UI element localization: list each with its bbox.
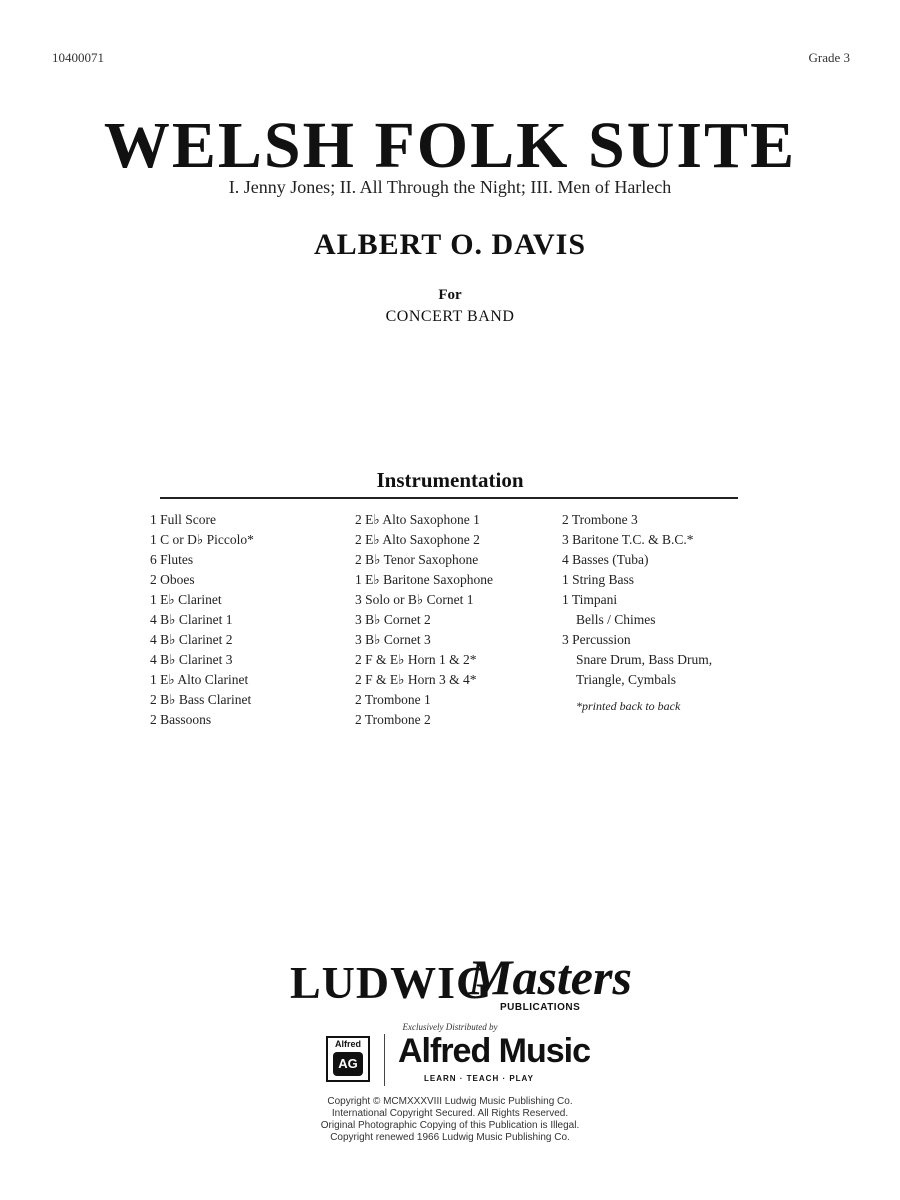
instrument-item: 1 Full Score [150,512,216,527]
logo-masters-word: Masters [468,949,632,1005]
instrument-subitem: Triangle, Cymbals [576,672,677,687]
instrument-subitem: Snare Drum, Bass Drum, [576,652,713,667]
instrument-item: 4 B♭ Clarinet 3 [150,652,233,667]
instrument-item: 1 E♭ Clarinet [150,592,222,607]
instrument-item: 4 B♭ Clarinet 2 [150,632,233,647]
instrument-item: 1 E♭ Alto Clarinet [150,672,249,687]
piece-title: WELSH FOLK SUITE [103,109,797,182]
copyright-line: Copyright renewed 1966 Ludwig Music Publishing Co. [330,1132,570,1143]
instrument-item: 2 F & E♭ Horn 1 & 2* [355,652,477,667]
instrument-item: 3 B♭ Cornet 3 [355,632,431,647]
instrument-subitem: Bells / Chimes [576,612,656,627]
instrumentation-column-2 [355,510,493,730]
instrument-item: 2 Bassoons [150,712,212,727]
instrument-item: 2 E♭ Alto Saxophone 1 [355,512,480,527]
instrumentation-divider [160,497,738,499]
instrument-item: 3 Solo or B♭ Cornet 1 [355,592,474,607]
logo-divider [384,1034,385,1086]
alfred-tagline: LEARN · TEACH · PLAY [424,1074,534,1083]
instrument-item: 2 F & E♭ Horn 3 & 4* [355,672,477,687]
instrument-item: 4 B♭ Clarinet 1 [150,612,233,627]
instrument-item: 2 Trombone 2 [355,712,431,727]
instrument-item: 2 B♭ Bass Clarinet [150,692,252,707]
movements-subtitle: I. Jenny Jones; II. All Through the Night; III. Men of Harlech [228,177,672,197]
grade-label: Grade 3 [808,50,850,65]
copyright-line: Copyright © MCMXXXVIII Ludwig Music Publishing Co. [327,1096,573,1107]
instrument-item: 2 Oboes [150,572,195,587]
distributed-by-label: Exclusively Distributed by [402,1022,498,1032]
composer-name: ALBERT O. DAVIS [313,228,587,261]
instrument-item: 2 Trombone 3 [562,512,638,527]
alfred-emblem-icon [326,1036,370,1082]
instrumentation-column-1 [150,510,254,730]
catalog-number: 10400071 [52,50,104,65]
instrument-item: 6 Flutes [150,552,194,567]
instrumentation-column-3 [562,510,712,716]
ludwig-masters-logo [290,948,632,1018]
alfred-music-logo: Alfred Music [398,1032,591,1070]
instrument-item: 1 Timpani [562,592,618,607]
instrument-item: 2 E♭ Alto Saxophone 2 [355,532,480,547]
copyright-line: Original Photographic Copying of this Publication is Illegal. [320,1120,580,1131]
instrument-item: 3 B♭ Cornet 2 [355,612,431,627]
instrument-item: 3 Baritone T.C. & B.C.* [562,532,694,547]
footnote: *printed back to back [576,699,681,713]
copyright-line: International Copyright Secured. All Rights Reserved. [331,1108,569,1119]
copyright-notice [0,1096,900,1144]
ensemble-label: CONCERT BAND [385,308,515,325]
for-label: For [438,287,462,303]
instrument-item: 4 Basses (Tuba) [562,552,649,567]
logo-ludwig-word: LUDWIG [290,957,493,1008]
alfred-emblem-mark: AG [333,1052,363,1076]
instrument-item: 1 E♭ Baritone Saxophone [355,572,493,587]
instrumentation-heading: Instrumentation [376,468,524,492]
logo-publications-word: PUBLICATIONS [500,1002,581,1013]
instrument-item: 3 Percussion [562,632,631,647]
instrument-item: 1 C or D♭ Piccolo* [150,532,254,547]
alfred-emblem-label: Alfred [334,1039,361,1049]
instrument-item: 1 String Bass [562,572,635,587]
instrument-item: 2 Trombone 1 [355,692,431,707]
instrument-item: 2 B♭ Tenor Saxophone [355,552,479,567]
